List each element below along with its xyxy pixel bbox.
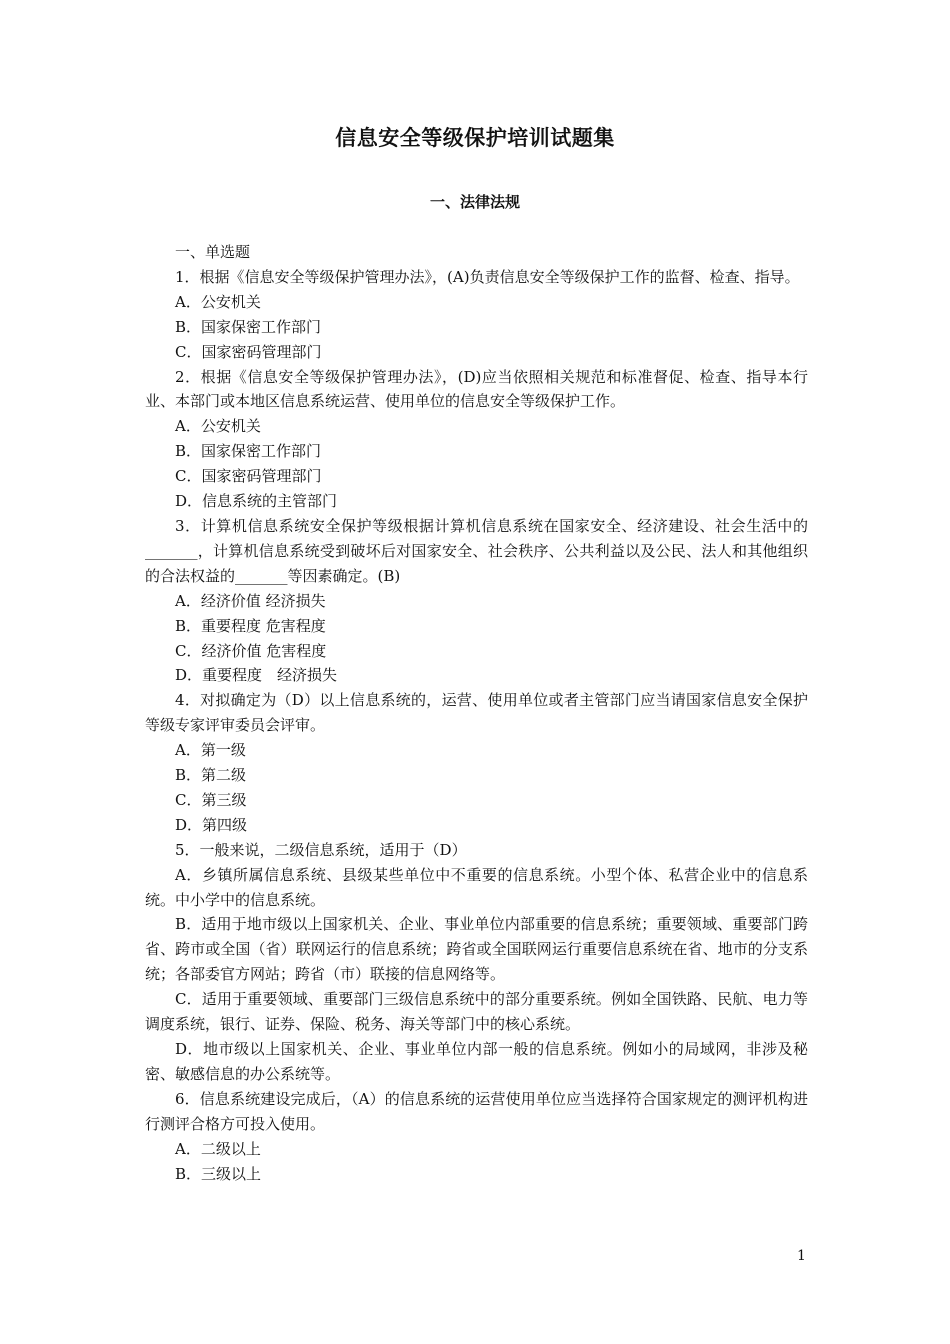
question-5: 5．一般来说，二级信息系统，适用于（D）	[175, 840, 467, 859]
option-6a: A．二级以上	[175, 1139, 261, 1158]
option-6b: B．三级以上	[175, 1164, 262, 1183]
question-1: 1．根据《信息安全等级保护管理办法》，(A)负责信息安全等级保护工作的监督、检查、指导。	[175, 267, 800, 286]
option-5d: D．地市级以上国家机关、企业、事业单位内部一般的信息系统。例如小的局域网，非涉及秘密、敏感信息的办公系统等。	[145, 1040, 808, 1083]
question-2: 2．根据《信息安全等级保护管理办法》，(D)应当依照相关规范和标准督促、检查、指导本行业、本部门或本地区信息系统运营、使用单位的信息安全等级保护工作。	[145, 367, 808, 411]
option-4c: C．第三级	[175, 790, 247, 809]
option-3c: C．经济价值 危害程度	[175, 641, 327, 660]
option-2d: D．信息系统的主管部门	[175, 492, 338, 511]
option-5b: B．适用于地市级以上国家机关、企业、事业单位内部重要的信息系统；重要领域、重要部门跨省、跨市或全国（省）联网运行的信息系统；跨省或全国联网运行重要信息系统在省、地市的分支系统；各部委官方网站；跨省（市）联接的信息网络等。	[145, 915, 808, 984]
section-heading: 一、法律法规	[429, 193, 520, 211]
option-3b: B．重要程度 危害程度	[175, 616, 326, 635]
subsection-heading: 一、单选题	[175, 243, 251, 261]
option-2c: C．国家密码管理部门	[175, 467, 322, 486]
option-1a: A．公安机关	[175, 292, 261, 311]
question-4: 4．对拟确定为（D）以上信息系统的，运营、使用单位或者主管部门应当请国家信息安全保护等级专家评审委员会评审。	[145, 691, 808, 735]
option-4a: A．第一级	[175, 741, 246, 760]
question-6: 6．信息系统建设完成后，（A）的信息系统的运营使用单位应当选择符合国家规定的测评机构进行测评合格方可投入使用。	[145, 1089, 808, 1133]
option-4d: D．第四级	[175, 815, 248, 834]
option-1b: B．国家保密工作部门	[175, 317, 322, 336]
option-5a: A．乡镇所属信息系统、县级某些单位中不重要的信息系统。小型个体、私营企业中的信息系统。中小学中的信息系统。	[145, 865, 808, 909]
option-2b: B．国家保密工作部门	[175, 442, 322, 461]
option-3d: D．重要程度 经济损失	[175, 666, 338, 685]
document-body	[145, 240, 808, 1186]
page-number: 1	[797, 1248, 806, 1264]
document-title: 信息安全等级保护培训试题集	[335, 126, 615, 150]
question-3: 3．计算机信息系统安全保护等级根据计算机信息系统在国家安全、经济建设、社会生活中的_______，计算机信息系统受到破坏后对国家安全、社会秩序、公共利益以及公民、法人和其他组织的合法权益的_______等因素确定。(B)	[145, 516, 808, 585]
option-4b: B．第二级	[175, 766, 247, 785]
option-1c: C．国家密码管理部门	[175, 342, 322, 361]
option-2a: A．公安机关	[175, 417, 261, 436]
option-5c: C．适用于重要领域、重要部门三级信息系统中的部分重要系统。例如全国铁路、民航、电力等调度系统，银行、证券、保险、税务、海关等部门中的核心系统。	[145, 990, 808, 1034]
option-3a: A．经济价值 经济损失	[175, 591, 326, 610]
